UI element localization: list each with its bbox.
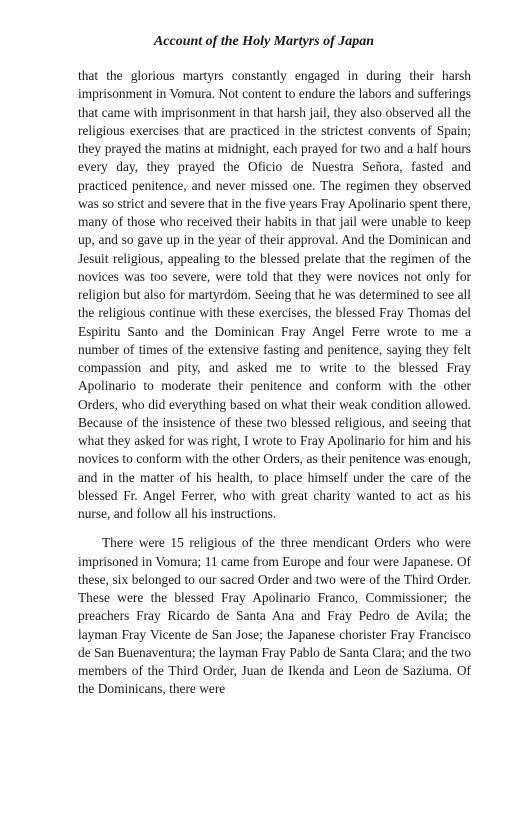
paragraph-continued: that the glorious martyrs constantly engaged in during their harsh imprisonment in Vomura. Not content to endure the labors and sufferings that came with imprisonment in that harsh jail, they also observed all the religious exercises that are practiced in the strictest convents of Spain; they prayed the matins at midnight, each prayed for two and a half hours every day, they prayed the Oficio de Nuestra Señora, fasted and practiced penitence, and never missed one. The regimen they observed was so strict and severe that in the five years Fray Apolinario spent there, many of those who received their habits in that jail were unable to keep up, and so gave up in the year of their approval. And the Dominican and Jesuit religious, appealing to the blessed prelate that the regimen of the novices was too severe, were told that they were novices not only for religion but also for martyrdom. Seeing that he was determined to see all the religious continue with these exercises, the blessed Fray Thomas del Espiritu Santo and the Dominican Fray Angel Ferre wrote to me a number of times of the extensive fasting and penitence, saying they felt compassion and pity, and asked me to write to the blessed Fray Apolinario to moderate their penitence and conform with the other Orders, who did everything based on what their weak condition allowed. Because of the insistence of these two blessed religious, and seeing that what they asked for was right, I wrote to Fray Apolinario for him and his novices to conform with the other Orders, as their penitence was enough, and in the matter of his health, to place himself under the care of the blessed Fr. Angel Ferrer, who with great charity wanted to act as his nurse, and follow all his instructions. xyxy=(78,68,471,521)
paragraph-new: There were 15 religious of the three mendicant Orders who were imprisoned in Vomura; 11 came from Europe and four were Japanese. Of these, six belonged to our sacred Order and two were of the Third Order. These were the blessed Fray Apolinario Franco, Commissioner; the preachers Fray Ricardo de Santa Ana and Fray Pedro de Avila; the layman Fray Vicente de San Jose; the Japanese chorister Fray Francisco de San Buenaventura; the layman Fray Pablo de Santa Clara; and the two members of the Third Order, Juan de Ikenda and Leon de Saziuma. Of the Dominicans, there were xyxy=(78,535,471,697)
body-text xyxy=(78,67,471,699)
running-head: Account of the Holy Martyrs of Japan xyxy=(153,34,375,49)
